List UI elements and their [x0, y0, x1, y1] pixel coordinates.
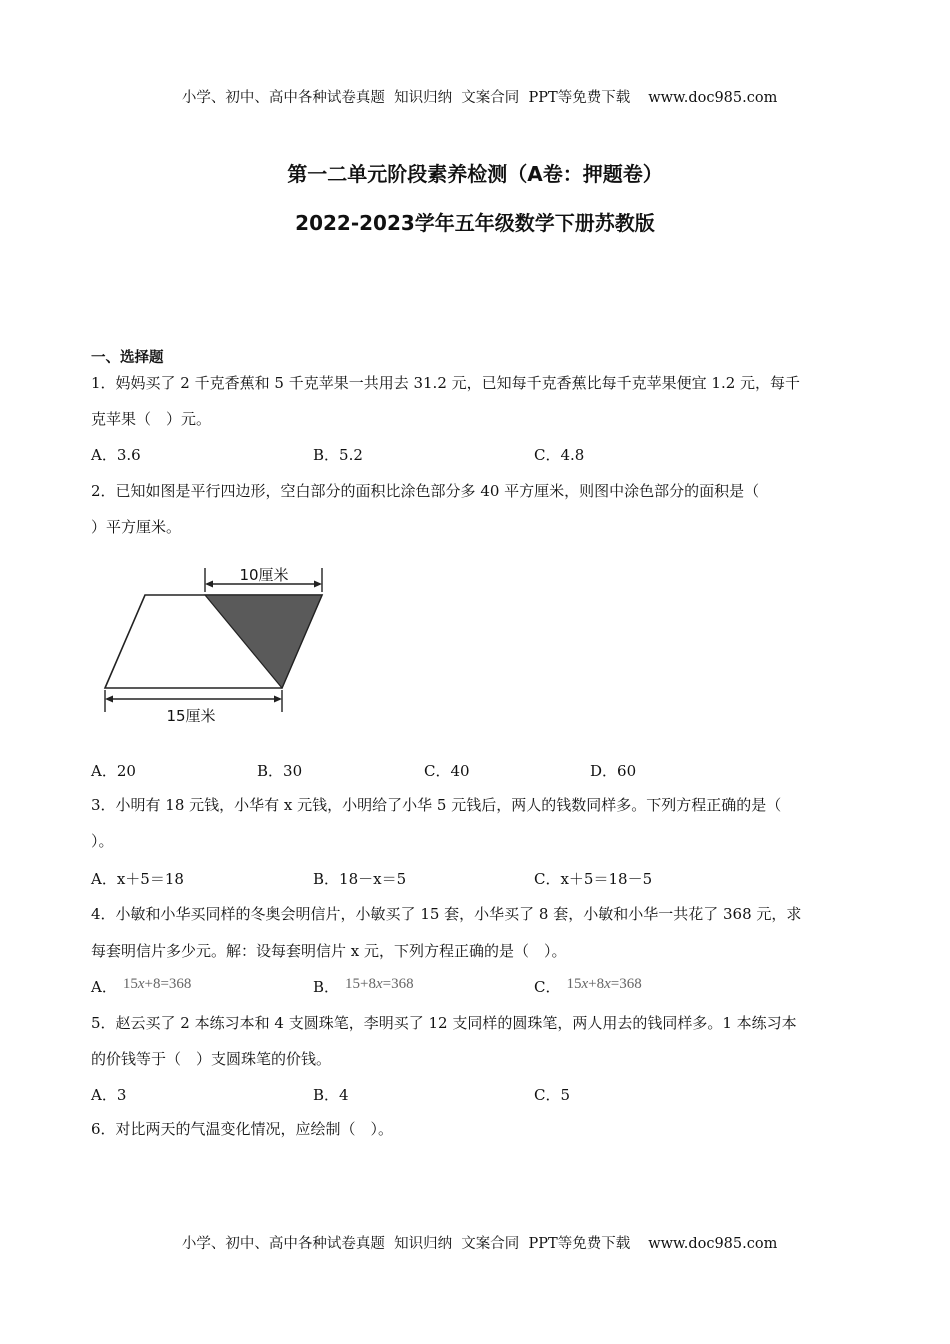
q3-text-line2: ）。 [91, 832, 114, 850]
header-text: 小学、初中、高中各种试卷真题 知识归纳 文案合同 PPT等免费下载 [181, 90, 631, 106]
q3-option-c: C．x＋5＝18－5 [534, 870, 653, 888]
q1-text-line1: 1．妈妈买了 2 千克香蕉和 5 千克苹果一共用去 31.2 元，已知每千克香蕉比每千克苹果便宜 1.2 元，每千 [91, 374, 801, 392]
q4-option-a-letter: A． [91, 978, 117, 996]
eq-variable: x [137, 976, 145, 992]
header-site: www.doc985.com [648, 90, 778, 106]
bottom-arrow-right [274, 696, 282, 703]
q4-option-c-equation [566, 976, 641, 992]
footer-site: www.doc985.com [648, 1236, 778, 1252]
eq-part: 15 [566, 976, 582, 992]
page-footer [0, 1216, 950, 1253]
q4-option-c [534, 976, 642, 997]
bottom-label: 15厘米 [166, 707, 216, 725]
q4-text-line2: 每套明信片多少元。解：设每套明信片 x 元，下列方程正确的是（ ）。 [91, 942, 567, 960]
q4-option-a-equation [123, 976, 192, 992]
q5-option-a: A．3 [91, 1086, 127, 1104]
section-heading: 一、选择题 [91, 350, 164, 366]
q4-option-b [313, 976, 414, 997]
eq-part: =368 [382, 976, 414, 992]
eq-part: =368 [610, 976, 642, 992]
q3-option-b: B．18－x＝5 [313, 870, 407, 888]
q5-text-line1: 5．赵云买了 2 本练习本和 4 支圆珠笔，李明买了 12 支同样的圆珠笔，两人用去的钱同样多。1 本练习本 [91, 1014, 797, 1032]
q3-option-a: A．x＋5＝18 [91, 870, 184, 888]
eq-part: +8 [588, 976, 605, 992]
q5-option-c: C．5 [534, 1086, 571, 1104]
q1-option-b: B．5.2 [313, 446, 363, 464]
top-arrow-right [314, 581, 322, 588]
q4-option-b-letter: B． [313, 978, 340, 996]
q2-option-a: A．20 [91, 762, 136, 780]
title-line-2: 2022-2023学年五年级数学下册苏教版 [295, 211, 655, 235]
q2-text-line2: ）平方厘米。 [91, 518, 182, 536]
q2-option-c: C．40 [424, 762, 470, 780]
q2-option-b: B．30 [257, 762, 303, 780]
eq-variable: x [376, 976, 383, 992]
q5-option-b: B．4 [313, 1086, 349, 1104]
q4-text-line1: 4．小敏和小华买同样的冬奥会明信片，小敏买了 15 套，小华买了 8 套，小敏和小华一共花了 368 元，求 [91, 905, 802, 923]
eq-variable: x [581, 976, 589, 992]
q3-text-line1: 3．小明有 18 元钱，小华有 x 元钱，小明给了小华 5 元钱后，两人的钱数同样多。下列方程正确的是（ [91, 796, 782, 814]
q1-text-line2: 克苹果（ ）元。 [91, 410, 212, 428]
q1-option-c: C．4.8 [534, 446, 585, 464]
q2-option-d: D．60 [590, 762, 637, 780]
parallelogram-figure [95, 558, 335, 728]
top-arrow-left [205, 581, 213, 588]
eq-variable: x [604, 976, 611, 992]
q4-option-b-equation [345, 976, 414, 992]
eq-part: 15+8 [345, 976, 376, 992]
q5-text-line2: 的价钱等于（ ）支圆珠笔的价钱。 [91, 1050, 332, 1068]
footer-text: 小学、初中、高中各种试卷真题 知识归纳 文案合同 PPT等免费下载 [181, 1236, 631, 1252]
q4-option-a [91, 976, 191, 997]
eq-part: +8=368 [144, 976, 192, 992]
top-label: 10厘米 [239, 566, 289, 584]
page-header [0, 70, 950, 107]
eq-part: 15 [122, 976, 138, 992]
q4-option-c-letter: C． [534, 978, 561, 996]
bottom-arrow-left [105, 696, 113, 703]
shaded-triangle [205, 595, 322, 688]
q1-option-a: A．3.6 [91, 446, 141, 464]
q6-text-line1: 6．对比两天的气温变化情况，应绘制（ ）。 [91, 1120, 394, 1138]
title-line-1: 第一二单元阶段素养检测（A卷：押题卷） [287, 162, 663, 186]
q2-text-line1: 2．已知如图是平行四边形，空白部分的面积比涂色部分多 40 平方厘米，则图中涂色部分的面积是（ [91, 482, 760, 500]
